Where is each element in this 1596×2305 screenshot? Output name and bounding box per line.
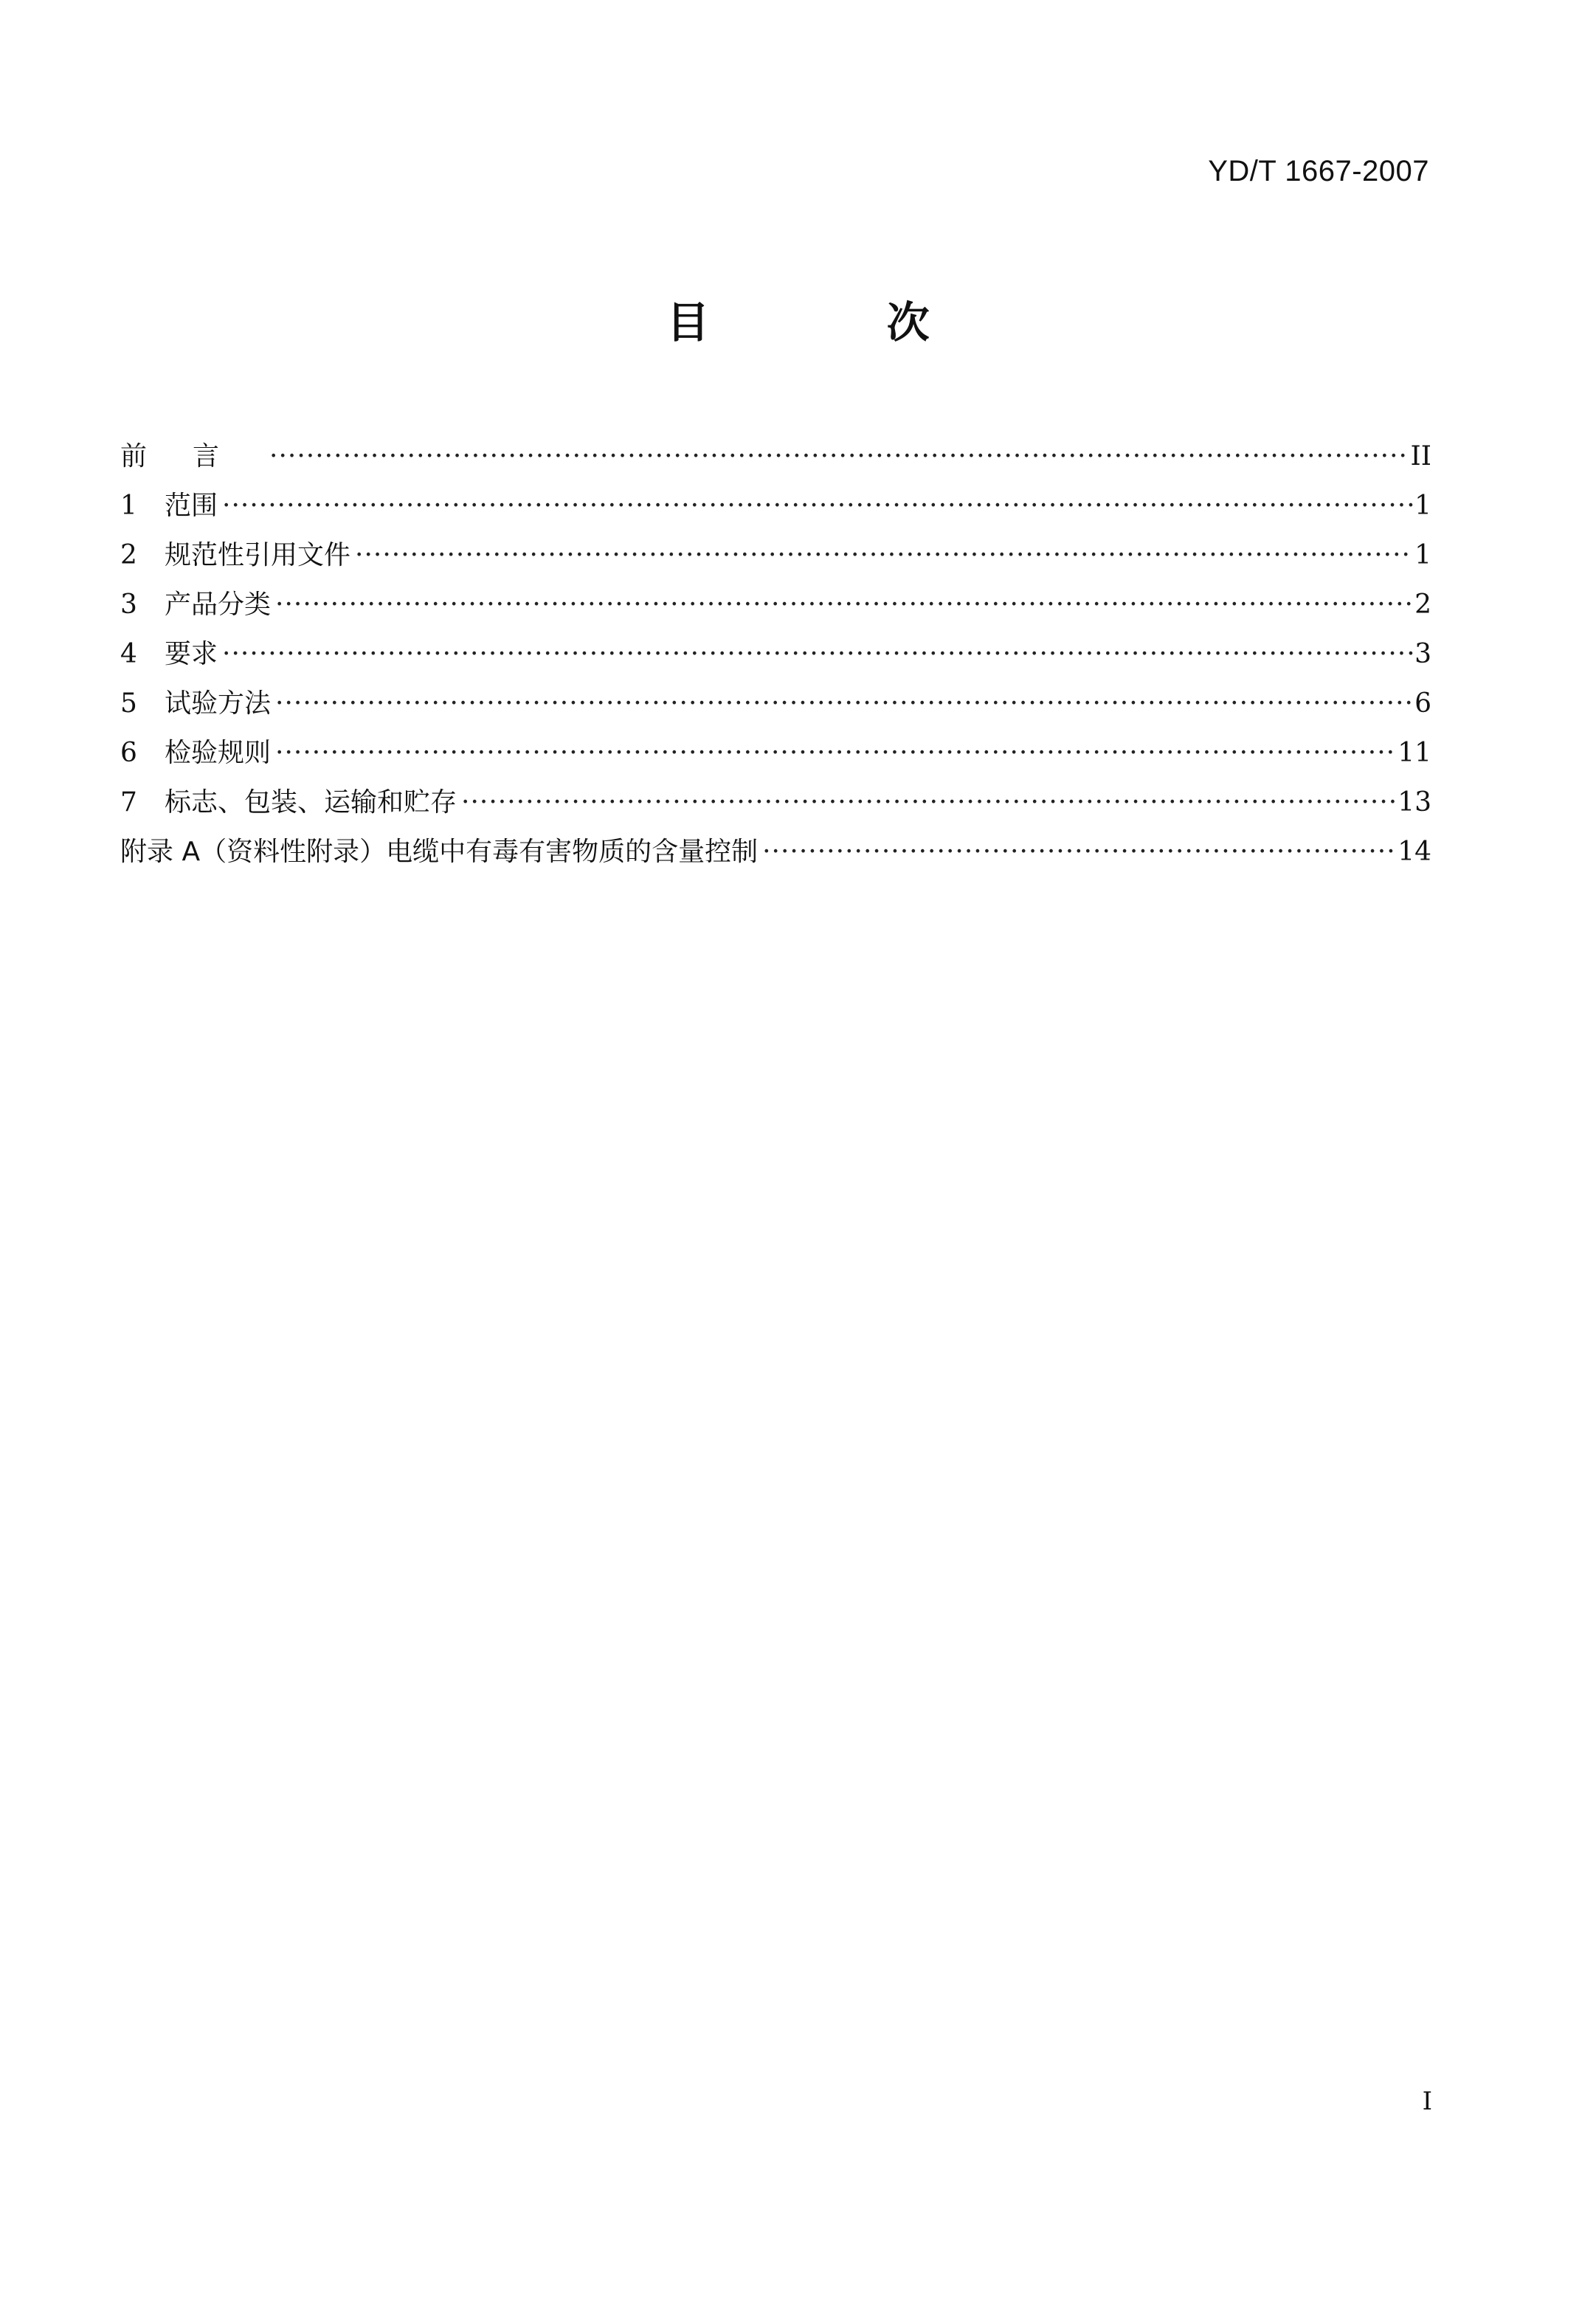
toc-entry-number: 6: [120, 738, 137, 768]
toc-entry-number: 3: [120, 590, 137, 620]
toc-entry-label: 范围: [165, 491, 218, 521]
page-number: I: [1422, 2087, 1432, 2116]
toc-entry-page: II: [1410, 441, 1431, 471]
toc-entry-foreword[interactable]: [120, 432, 1431, 481]
toc-entry-inspection-rules[interactable]: [120, 728, 1431, 778]
toc-entry-page: 3: [1414, 639, 1431, 669]
toc-leader-dots: [222, 629, 1413, 679]
toc-entry-annex-a[interactable]: [120, 827, 1431, 877]
toc-entry-label: 试验方法: [165, 688, 272, 719]
toc-entry-number: 2: [120, 540, 137, 570]
toc-entry-page: 1: [1414, 540, 1431, 570]
toc-entry-requirements[interactable]: [120, 629, 1431, 679]
toc-entry-page: 2: [1414, 590, 1431, 620]
toc-entry-normative-references[interactable]: [120, 531, 1431, 580]
toc-entry-page: 13: [1398, 787, 1431, 818]
toc-entry-label: 附录 A（资料性附录）电缆中有毒有害物质的含量控制: [120, 837, 759, 867]
toc-entry-number: 7: [120, 787, 137, 818]
toc-leader-dots: [269, 432, 1409, 481]
toc-leader-dots: [275, 580, 1413, 629]
toc-entry-test-methods[interactable]: [120, 679, 1431, 728]
toc-leader-dots: [355, 531, 1413, 580]
toc-title: 目 次: [666, 297, 1011, 348]
toc-leader-dots: [762, 827, 1396, 877]
toc-entry-label: 前言: [120, 441, 266, 471]
toc-entry-page: 11: [1398, 738, 1431, 768]
toc-entry-label: 产品分类: [165, 590, 272, 620]
toc-entry-label: 标志、包装、运输和贮存: [165, 787, 457, 818]
toc-entry-marking-packaging[interactable]: [120, 778, 1431, 827]
toc-leader-dots: [461, 778, 1396, 827]
toc-entry-page: 14: [1398, 837, 1431, 867]
toc-entry-number: 4: [120, 639, 137, 669]
toc-entry-scope[interactable]: [120, 481, 1431, 531]
table-of-contents: [120, 432, 1431, 877]
toc-entry-label: 要求: [165, 639, 218, 669]
toc-leader-dots: [222, 481, 1413, 531]
toc-entry-label: 检验规则: [165, 738, 272, 768]
toc-entry-number: 5: [120, 688, 137, 719]
toc-entry-page: 1: [1414, 491, 1431, 521]
toc-entry-label: 规范性引用文件: [165, 540, 351, 570]
toc-leader-dots: [275, 679, 1413, 728]
toc-leader-dots: [275, 728, 1396, 778]
toc-entry-page: 6: [1414, 688, 1431, 719]
document-code: YD/T 1667-2007: [1208, 155, 1429, 187]
toc-entry-number: 1: [120, 491, 137, 521]
toc-entry-classification[interactable]: [120, 580, 1431, 629]
